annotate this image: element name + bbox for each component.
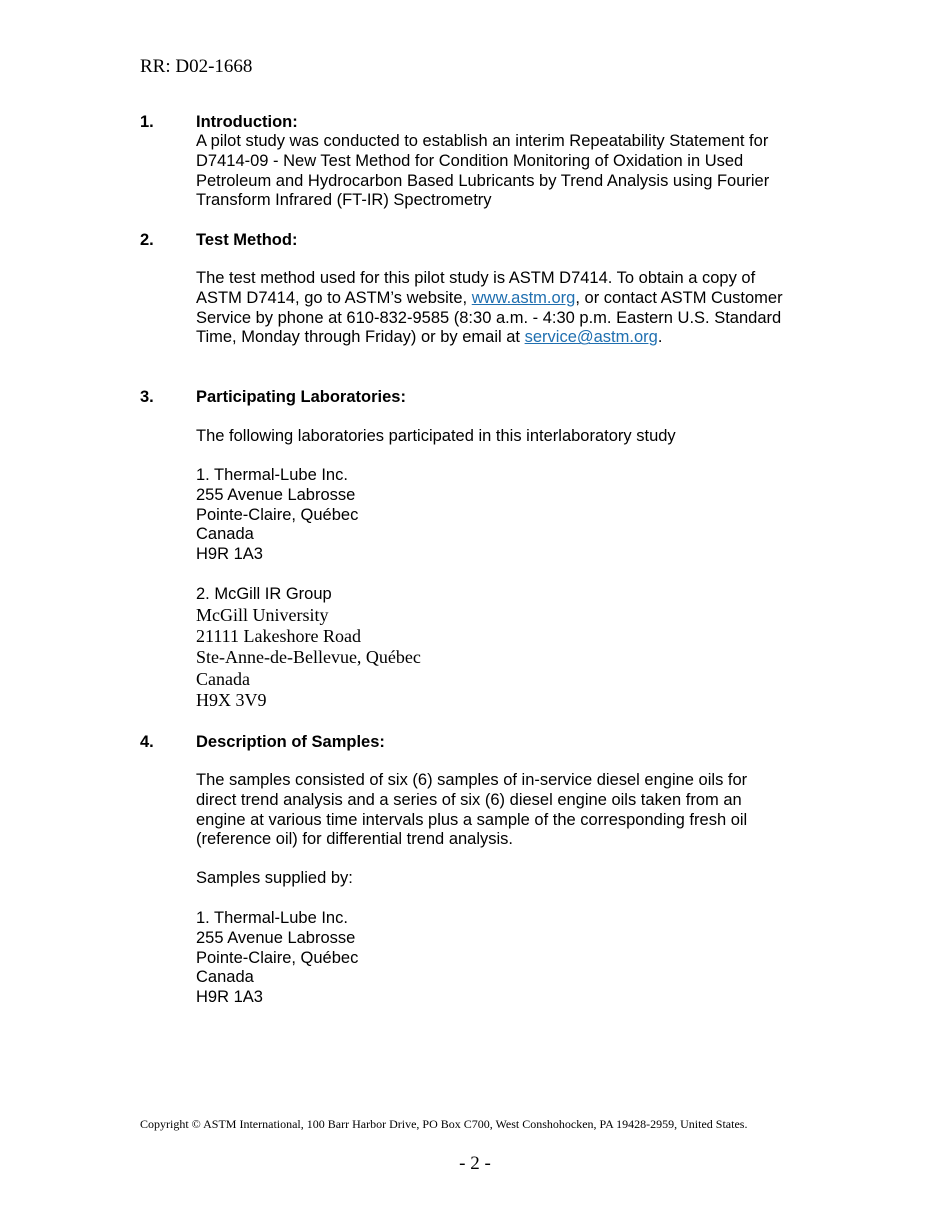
section-3-number: 3.: [140, 388, 154, 406]
test-method-text: , or contact ASTM Customer: [575, 288, 783, 307]
test-method-line: [196, 289, 783, 309]
test-method-line: [196, 328, 783, 348]
section-3-title: Participating Laboratories:: [196, 388, 406, 406]
samples-body: [196, 771, 747, 850]
section-2-title: Test Method:: [196, 231, 298, 249]
test-method-body: [196, 269, 783, 348]
samples-line: direct trend analysis and a series of six (6) diesel engine oils taken from an: [196, 790, 742, 809]
supplier-name: 1. Thermal-Lube Inc.: [196, 909, 348, 927]
astm-website-link[interactable]: www.astm.org: [471, 288, 576, 307]
lab-1-address: [196, 466, 358, 565]
introduction-line: Transform Infrared (FT-IR) Spectrometry: [196, 191, 492, 210]
supplier-address: [196, 909, 358, 1008]
lab-1-street: 255 Avenue Labrosse: [196, 485, 356, 504]
lab-1-country: Canada: [196, 525, 254, 544]
introduction-line: A pilot study was conducted to establish an interim Repeatability Statement for: [196, 132, 769, 150]
section-4-number: 4.: [140, 733, 154, 751]
lab-2-institution: McGill University: [196, 604, 329, 625]
lab-2-name: 2. McGill IR Group: [196, 585, 332, 603]
report-id: RR: D02-1668: [140, 56, 253, 77]
supplier-city: Pointe-Claire, Québec: [196, 948, 359, 967]
labs-intro-text: The following laboratories participated in this interlaboratory study: [196, 427, 676, 445]
test-method-text: .: [657, 328, 663, 347]
lab-2-address: [196, 585, 421, 711]
test-method-text: ASTM D7414, go to ASTM’s website,: [196, 288, 472, 307]
lab-1-name: 1. Thermal-Lube Inc.: [196, 466, 348, 484]
copyright-footer: Copyright © ASTM International, 100 Barr Harbor Drive, PO Box C700, West Conshohocken, PA 19428-2959, United States.: [140, 1117, 748, 1131]
introduction-body: [196, 132, 769, 211]
introduction-line: Petroleum and Hydrocarbon Based Lubricants by Trend Analysis using Fourier: [196, 171, 770, 190]
lab-1-city: Pointe-Claire, Québec: [196, 505, 359, 524]
section-1-number: 1.: [140, 113, 154, 131]
introduction-line: D7414-09 - New Test Method for Condition Monitoring of Oxidation in Used: [196, 151, 744, 170]
samples-line: The samples consisted of six (6) samples of in-service diesel engine oils for: [196, 771, 748, 789]
page-number: - 2 -: [459, 1153, 491, 1174]
samples-line: (reference oil) for differential trend analysis.: [196, 830, 514, 849]
lab-2-country: Canada: [196, 668, 250, 689]
lab-2-street: 21111 Lakeshore Road: [196, 626, 361, 647]
supplier-country: Canada: [196, 968, 254, 987]
test-method-line: The test method used for this pilot study is ASTM D7414. To obtain a copy of: [196, 269, 756, 287]
section-1-title: Introduction:: [196, 113, 298, 131]
participating-labs-intro: [196, 427, 676, 447]
test-method-text: Time, Monday through Friday) or by email at: [196, 328, 525, 347]
lab-2-postal: H9X 3V9: [196, 689, 267, 710]
samples-supplied-by: [196, 869, 353, 889]
lab-2-city: Ste-Anne-de-Bellevue, Québec: [196, 647, 421, 668]
supplier-street: 255 Avenue Labrosse: [196, 928, 356, 947]
test-method-line: Service by phone at 610-832-9585 (8:30 a.m. - 4:30 p.m. Eastern U.S. Standard: [196, 308, 782, 327]
section-4-title: Description of Samples:: [196, 733, 385, 751]
section-2-number: 2.: [140, 231, 154, 249]
supplier-postal: H9R 1A3: [196, 988, 263, 1007]
lab-1-postal: H9R 1A3: [196, 545, 263, 564]
astm-email-link[interactable]: service@astm.org: [524, 328, 658, 347]
supplied-by-label: Samples supplied by:: [196, 869, 353, 887]
samples-line: engine at various time intervals plus a sample of the corresponding fresh oil: [196, 810, 748, 829]
